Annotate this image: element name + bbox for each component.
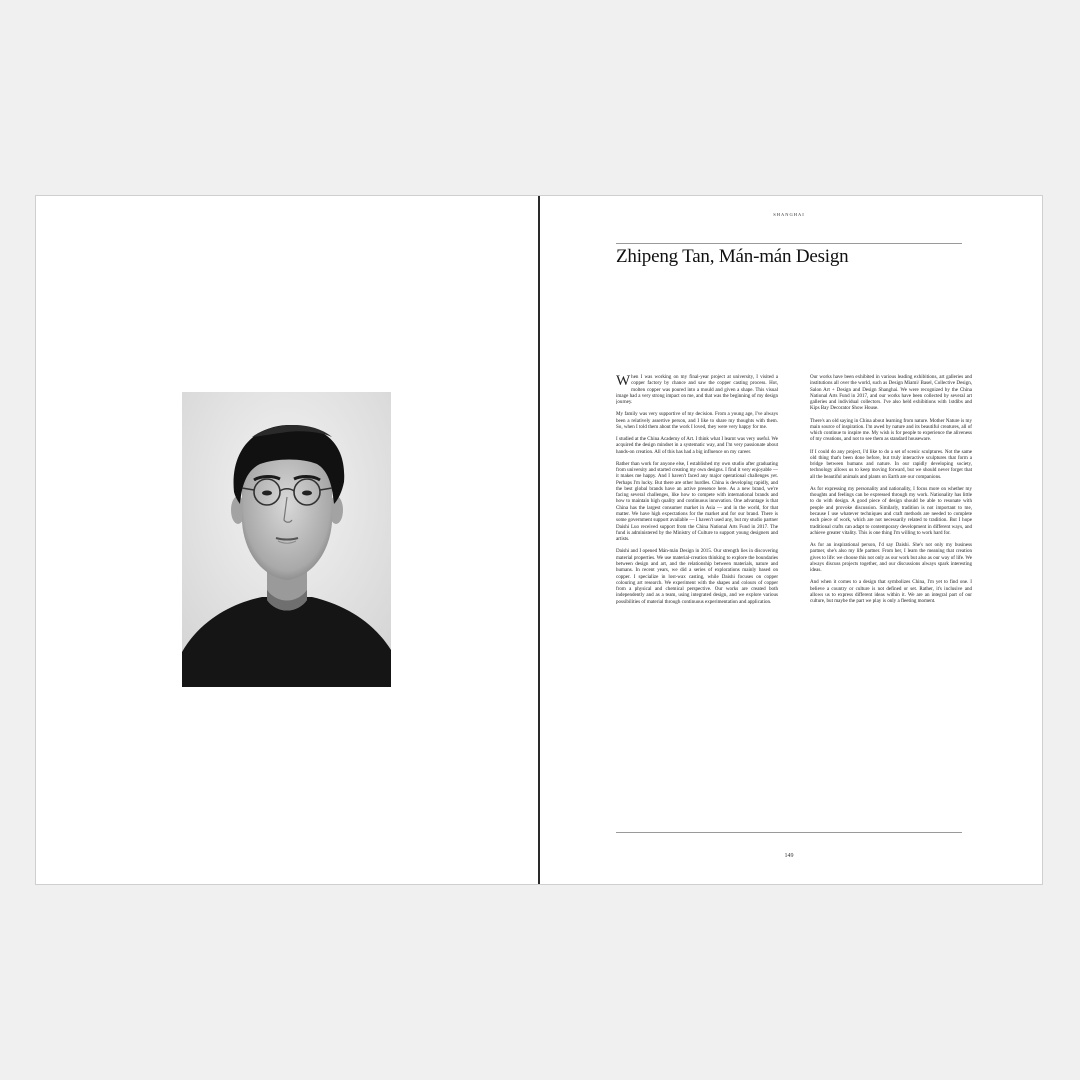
magazine-spread	[36, 196, 1042, 884]
paragraph: Daishi and I opened Mán-mán Design in 2015. Our strength lies in discovering material properties. We use material-creation thinking to explore the boundaries between design and art, and the relationship between materials, nature and humans. In recent years, we did a series of explorations mainly based on copper. I specialize in lost-wax casting, while Daishi focuses on copper colouring art research. We experiment with the shapes and colours of copper from a physical and chemical perspective. Our works are created both independently and as a team, using integrated design, and we explore various possibilities of material through continuous experimentation and application.	[616, 548, 778, 605]
paragraph: My family was very supportive of my decision. From a young age, I've always been a relatively assertive person, and I like to share my thoughts with them. So, when I told them about the work I loved, they were very happy for me.	[616, 411, 778, 430]
paragraph: As for an inspirational person, I'd say Daishi. She's not only my business partner, she's also my life partner. From her, I learn the meaning that creation gives to life: we choose this not only as our work but also as our way of life. We always discuss projects together, and our discussions always spark interesting ideas.	[810, 542, 972, 574]
page-number: 149	[784, 853, 794, 859]
paragraph-text: hen I was working on my final-year project at university, I visited a copper factory by chance and saw the copper casting process. Hot, molten copper was poured into a mould and given a shape. This visual image had a very strong impact on me, and that was the beginning of my design journey.	[616, 374, 778, 406]
right-page	[540, 196, 1042, 884]
paragraph: I studied at the China Academy of Art. I think what I learnt was very useful. We acquired the design mindset in a systematic way, and I'm very passionate about hands-on creation. All of this has had a big influence on my career.	[616, 435, 778, 455]
paragraph: There's an old saying in China about learning from nature. Mother Nature is my main source of inspiration. I'm awed by nature and its beautiful creatures, all of which continue to inspire me. My wish is for people to experience the aliveness of my creations, and not to see them as standard houseware.	[810, 417, 972, 443]
section-label: SHANGHAI	[773, 212, 805, 217]
paragraph: And when it comes to a design that symbolizes China, I'm yet to find one. I believe a country or culture is not defined or set. Rather, it's inclusive and allows us to express different ideas within it. We are an integral part of our culture, but maybe the part we play is only a fleeting moment.	[810, 579, 972, 605]
top-rule	[616, 243, 962, 244]
paragraph	[616, 374, 778, 405]
bottom-rule	[616, 832, 962, 833]
article-title: Zhipeng Tan, Mán-mán Design	[616, 246, 849, 267]
drop-cap: W	[616, 374, 631, 389]
paragraph: Rather than work for anyone else, I established my own studio after graduating from university and started creating my own designs. I find it very enjoyable — it makes me happy. And I haven't faced any major operational challenges yet. Perhaps I'm lucky. But there are other hurdles. China is developing rapidly, and the best global brands have an active presence here. As a new brand, we're facing several challenges, like how to compete with international brands and how to maintain high quality and continuous innovation. One advantage is that China has the largest consumer market in Asia — and in the world, for that matter. We have high expectations for the market and for our brand. There is some government support available — I haven't used any, but my studio partner Daishi Luo received support from the China National Arts Fund in 2017. The fund is administered by the Ministry of Culture to support young designers and artists.	[616, 460, 778, 543]
paragraph: As for expressing my personality and nationality, I focus more on whether my thoughts and feelings can be expressed through my work. Nationality has little to do with design. A good piece of design should be able to resonate with people and provoke discussion. Similarly, tradition is not important to me, because I use whatever techniques and craft methods are needed to complete each piece of work, which are not necessarily related to tradition. But I hope traditional crafts can adapt to contemporary development in different ways, and achieve greater vitality. This is one thing I'm willing to work hard for.	[810, 485, 972, 536]
portrait-photo	[182, 392, 391, 687]
text-column-right	[810, 374, 972, 828]
left-page	[36, 196, 539, 884]
text-column-left	[616, 374, 778, 828]
paragraph: Our works have been exhibited in various leading exhibitions, art galleries and institutions all over the world, such as Design Miami/ Basel, Collective Design, Salon Art + Design and Design Shanghai. We were recognized by the China National Arts Fund in 2017, and our works have been collected by several art galleries and individual collectors. I've also held exhibitions with 1stdibs and Kips Bay Decorator Show House.	[810, 374, 972, 412]
paragraph: If I could do any project, I'd like to do a set of scenic sculptures. Not the same old thing that's been done before, but truly interactive sculptures that form a bridge between humans and nature. In our rapidly developing society, technology allows us to keep moving forward, but we should never forget that all the beautiful animals and plants on Earth are our companions.	[810, 448, 972, 480]
